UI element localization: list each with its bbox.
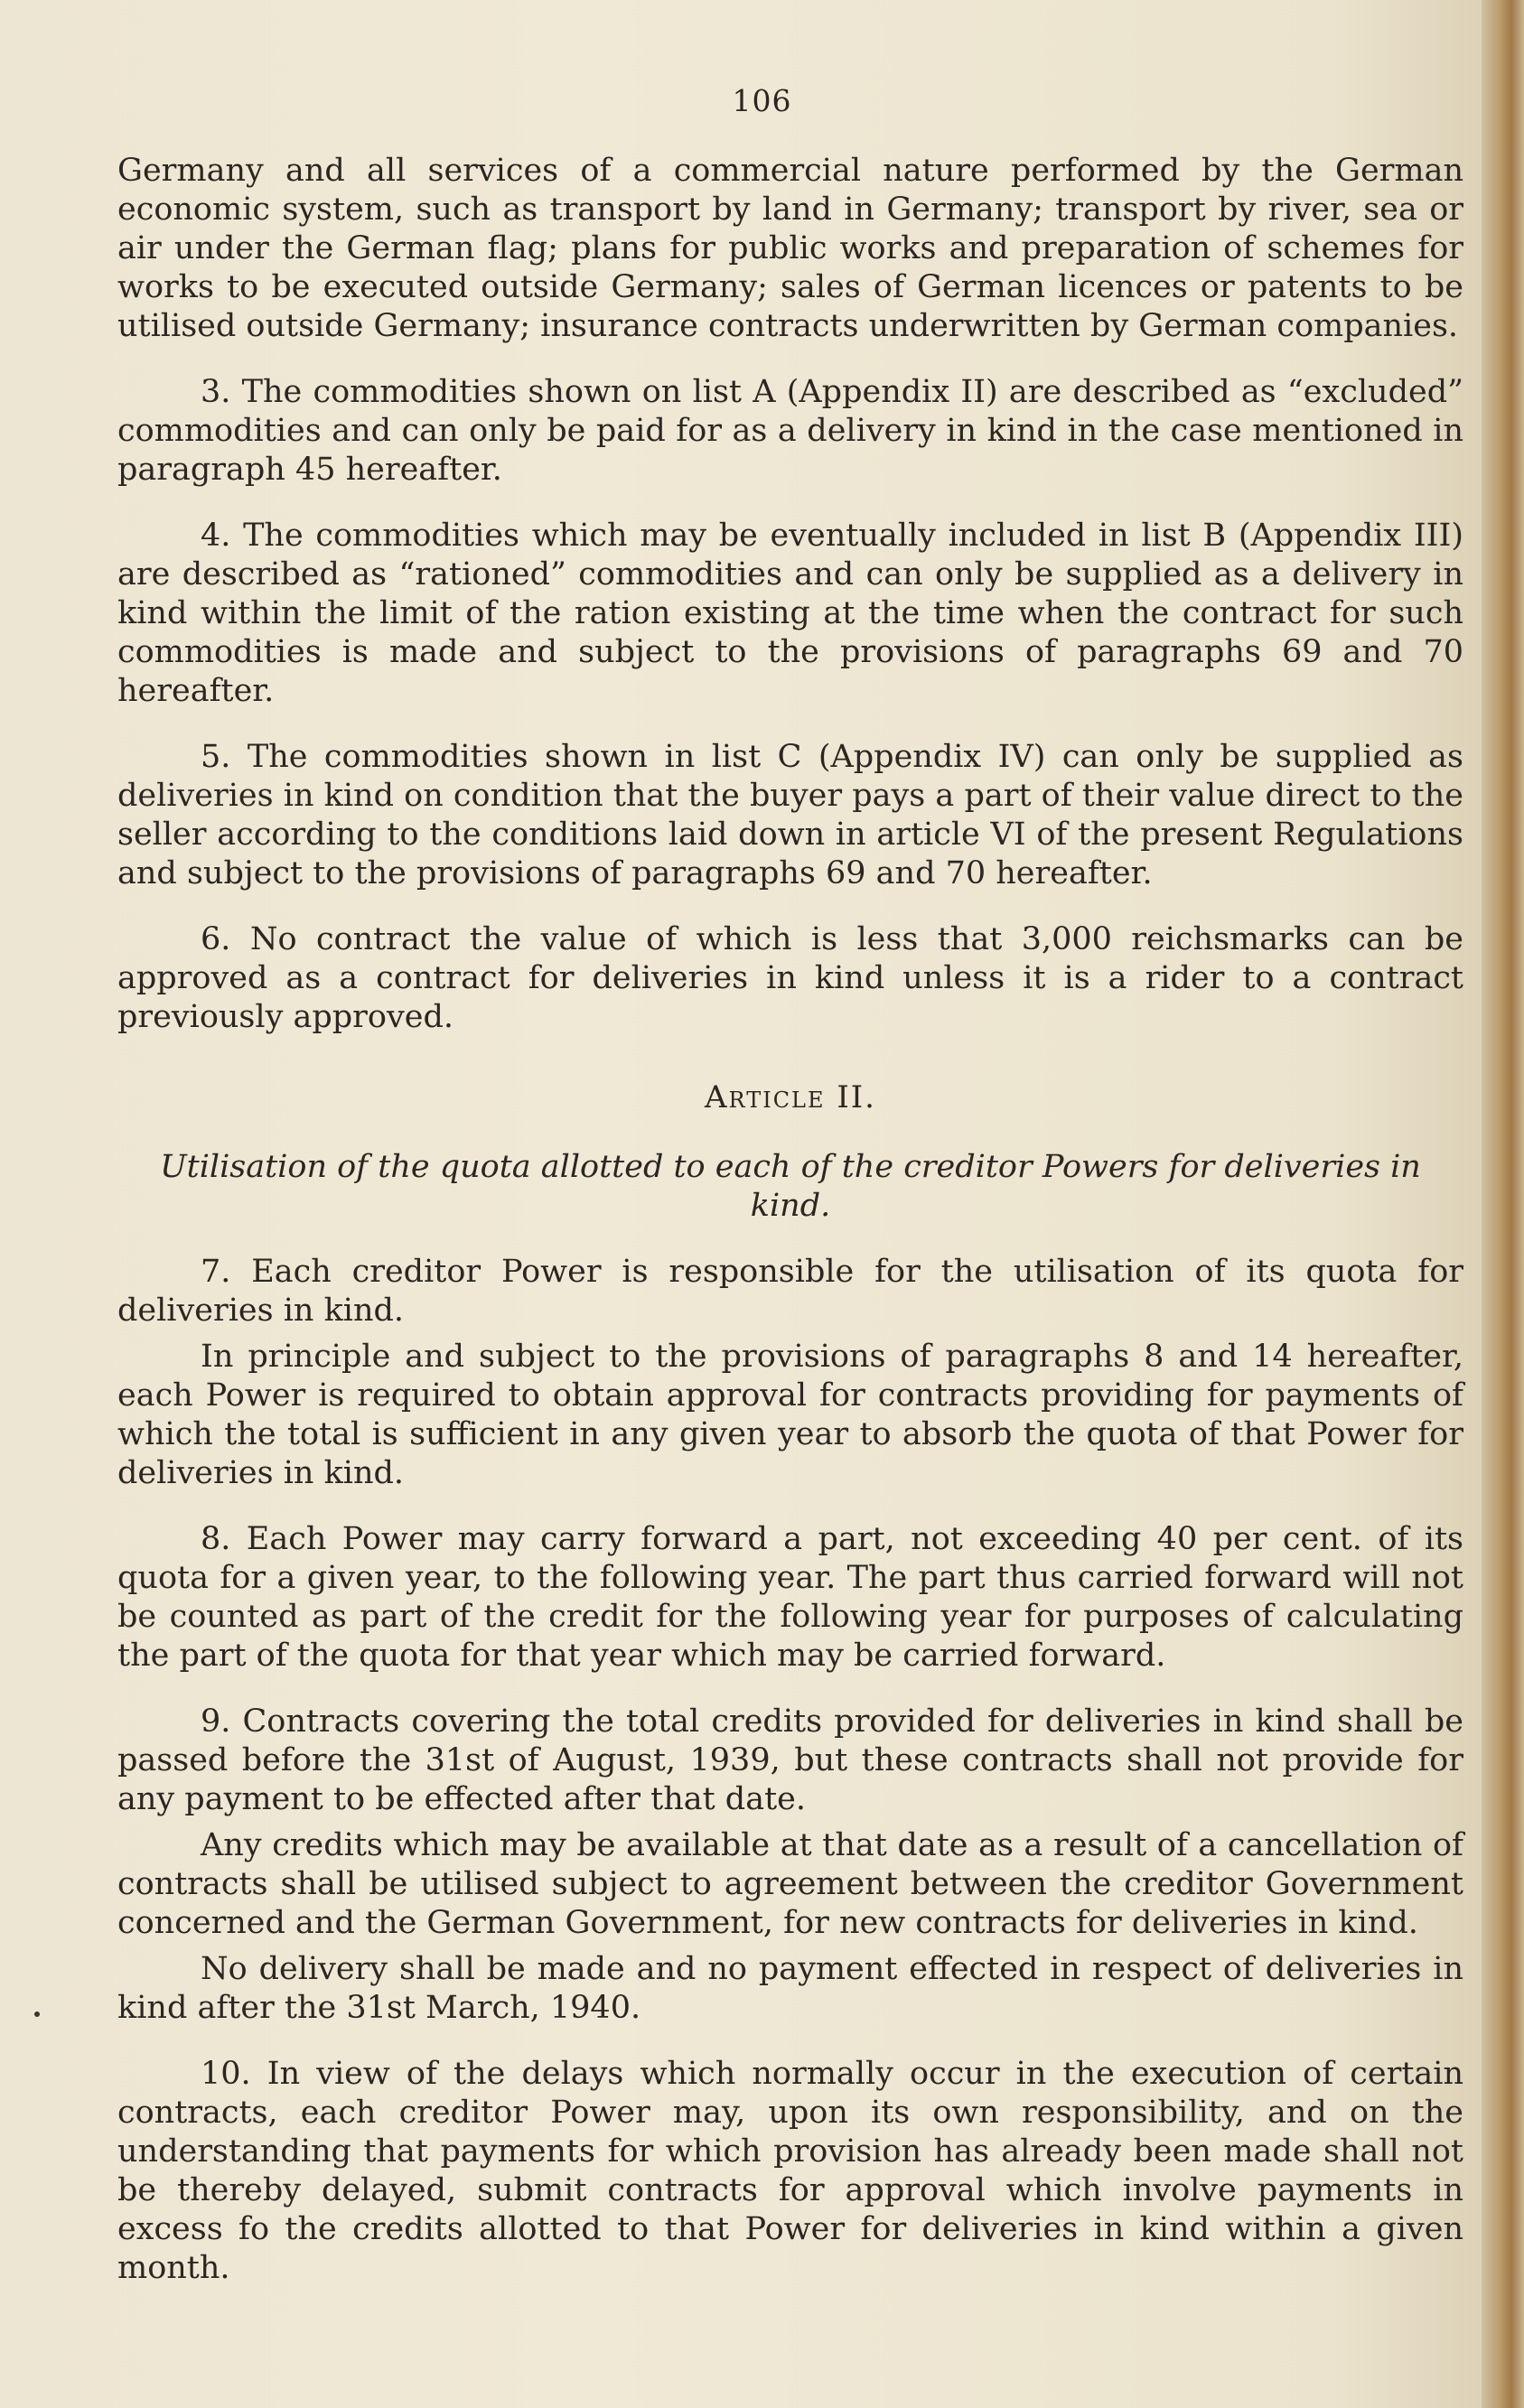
- page-edge: [1482, 0, 1524, 2408]
- paragraph-9-continued: Any credits which may be available at that date as a result of a cancellation of contracts shall be utilised subject to agreement between the creditor Government concerned and the German Government, for new contracts for deliveries in kind.: [117, 1827, 1463, 1941]
- page-number: 106: [732, 83, 792, 118]
- article-heading-text: Article II.: [705, 1079, 876, 1115]
- ink-speck: [34, 2011, 40, 2017]
- article-heading: [117, 1078, 1463, 1117]
- document-body: [117, 152, 1463, 2288]
- paragraph-10: 10. In view of the delays which normally occur in the execution of certain contracts, each creditor Power may, upon its own responsibility, and on the understanding that payments for which provision has already been made shall not be thereby delayed, submit contracts for approval which involve payments in excess fo the credits allotted to that Power for deliveries in kind within a given month.: [117, 2056, 1463, 2286]
- article-subheading: Utilisation of the quota allotted to each of the creditor Powers for deliveries in kind.: [160, 1149, 1421, 1224]
- paragraph-4: 4. The commodities which may be eventually included in list B (Appendix III) are described as “rationed” commodities and can only be supplied as a delivery in kind within the limit of the ration existing at the time when the contract for such commodities is made and subject to the provisions of paragraphs 69 and 70 hereafter.: [117, 518, 1463, 709]
- paragraph-8: 8. Each Power may carry forward a part, not exceeding 40 per cent. of its quota for a given year, to the following year. The part thus carried forward will not be counted as part of the credit for the following year for purposes of calculating the part of the quota for that year which may be carried forward.: [117, 1521, 1463, 1674]
- paragraph-7: 7. Each creditor Power is responsible for the utilisation of its quota for deliveries in kind.: [117, 1254, 1463, 1329]
- paragraph-9: 9. Contracts covering the total credits provided for deliveries in kind shall be passed before the 31st of August, 1939, but these contracts shall not provide for any payment to be effected after that date.: [117, 1703, 1463, 1817]
- paragraph-5: 5. The commodities shown in list C (Appendix IV) can only be supplied as deliveries in kind on condition that the buyer pays a part of their value direct to the seller according to the conditions laid down in article VI of the present Regulations and subject to the provisions of paragraphs 69 and 70 hereafter.: [117, 739, 1463, 891]
- paragraph-continuation: Germany and all services of a commercial nature performed by the German economic system, such as transport by land in Germany; transport by river, sea or air under the German flag; plans for public works and preparation of schemes for works to be executed outside Germany; sales of German licences or patents to be utilised outside Germany; insurance contracts underwritten by German companies.: [117, 153, 1463, 344]
- paragraph-9-final: No delivery shall be made and no payment effected in respect of deliveries in kind after the 31st March, 1940.: [117, 1951, 1463, 2026]
- paragraph-7-continued: In principle and subject to the provisions of paragraphs 8 and 14 hereafter, each Power is required to obtain approval for contracts providing for payments of which the total is sufficient in any given year to absorb the quota of that Power for deliveries in kind.: [117, 1339, 1463, 1491]
- paragraph-3: 3. The commodities shown on list A (Appendix II) are described as “excluded” commodities and can only be paid for as a delivery in kind in the case mentioned in paragraph 45 hereafter.: [117, 374, 1463, 488]
- paragraph-6: 6. No contract the value of which is less that 3,000 reichsmarks can be approved as a contract for deliveries in kind unless it is a rider to a contract previously approved.: [117, 921, 1463, 1035]
